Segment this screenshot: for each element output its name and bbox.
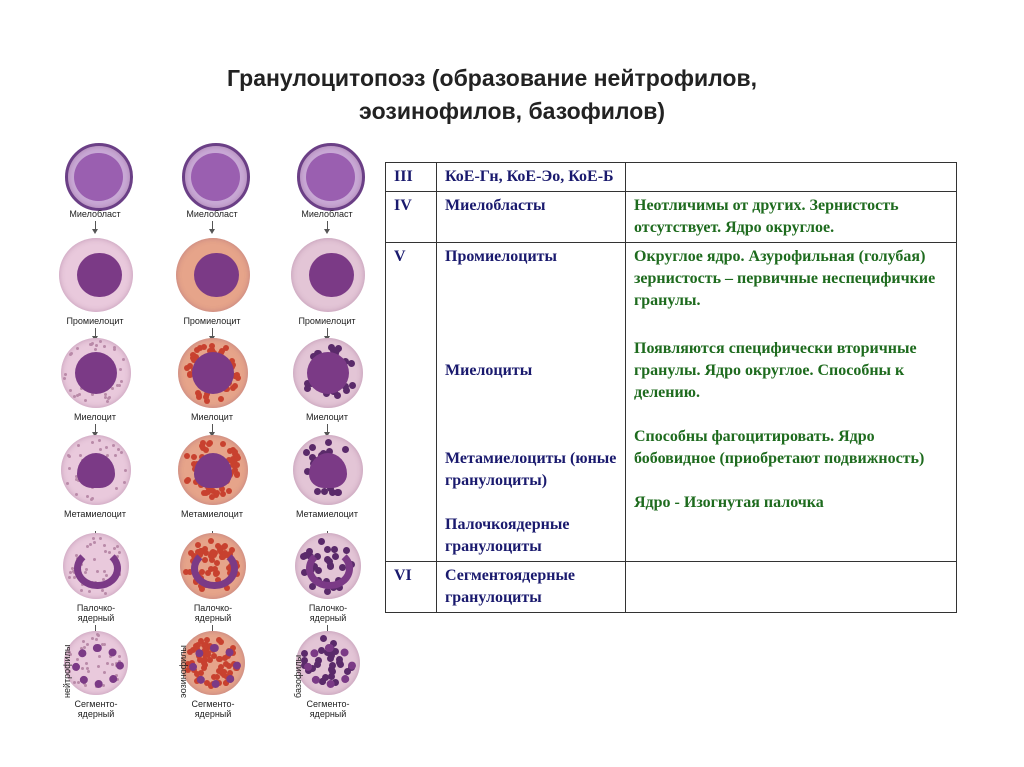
cell-image — [180, 533, 246, 599]
granule — [75, 493, 78, 496]
granule — [122, 358, 125, 361]
stage-arrow — [212, 221, 213, 231]
granule — [113, 547, 116, 550]
page-title — [0, 62, 1024, 128]
stage-desc — [626, 163, 957, 192]
granule — [123, 481, 126, 484]
cell-stage-label: Миелобласт — [301, 209, 353, 219]
stage-name: Миелоциты — [445, 362, 533, 379]
title-line-1: Гранулоцитопоэз (образование нейтрофилов, — [226, 65, 757, 91]
cell-image — [61, 435, 131, 505]
cell-image — [296, 631, 360, 695]
granule — [111, 387, 114, 390]
granule — [91, 637, 94, 640]
granule — [235, 375, 241, 381]
cell-stage-label: Промиелоцит — [183, 316, 241, 326]
cell-image — [178, 338, 248, 408]
cell-stage-label: Промиелоцит — [298, 316, 356, 326]
granule — [79, 454, 82, 457]
granule — [76, 347, 79, 350]
granule — [95, 344, 98, 347]
stage-arrow — [327, 424, 328, 434]
granule — [90, 498, 93, 501]
granule — [314, 488, 321, 495]
cell-image — [176, 238, 250, 312]
column-label: эозинофилы — [178, 645, 188, 698]
stage-desc: Ядро - Изогнутая палочка — [634, 494, 824, 511]
granule — [220, 441, 226, 447]
granule — [66, 482, 69, 485]
granule — [300, 553, 307, 560]
cell-image — [178, 435, 248, 505]
cell-nucleus — [75, 352, 117, 394]
stage-name-text: КоЕ-Гн, КоЕ-Эо, КоЕ-Б — [445, 168, 614, 185]
column-label: базофилы — [293, 654, 303, 698]
granule — [195, 542, 201, 548]
granule — [68, 467, 71, 470]
granule — [348, 360, 355, 367]
granule — [73, 681, 76, 684]
granule — [184, 478, 190, 484]
granule — [105, 446, 108, 449]
stage-name: Сегментоядерные гранулоциты — [437, 562, 626, 613]
table-row — [386, 243, 957, 562]
table-row — [386, 192, 957, 243]
cell-stage-label: Палочко-ядерный — [193, 603, 233, 623]
granule — [93, 541, 96, 544]
cell-nucleus — [192, 352, 234, 394]
granule — [92, 537, 95, 540]
cell-stage-label: Миелоцит — [306, 412, 348, 422]
cell-image — [181, 631, 245, 695]
granule — [120, 380, 123, 383]
granule — [97, 634, 100, 637]
granule — [88, 590, 91, 593]
granule — [232, 383, 238, 389]
cell-image — [293, 338, 363, 408]
granule — [76, 394, 79, 397]
granule — [103, 544, 106, 547]
granule — [84, 399, 87, 402]
granule — [86, 495, 89, 498]
granule — [99, 537, 102, 540]
granule — [207, 440, 213, 446]
cell-stage-label: Метамиелоцит — [64, 509, 126, 519]
granule — [104, 393, 107, 396]
granule — [91, 342, 94, 345]
stage-arrow — [95, 221, 96, 231]
stage-descs — [626, 243, 957, 562]
granule — [63, 377, 66, 380]
granule — [116, 545, 119, 548]
stage-arrow — [95, 424, 96, 434]
granule — [204, 398, 210, 404]
cell-stage-label: Палочко-ядерный — [76, 603, 116, 623]
granule — [98, 439, 101, 442]
stage-roman: IV — [386, 192, 437, 243]
granule — [124, 469, 127, 472]
granule — [80, 589, 83, 592]
stage-desc: Способны фагоцитировать. Ядро бобовидное (приобретают подвижность) — [634, 428, 925, 467]
cell-image — [182, 143, 250, 211]
stage-arrow — [212, 424, 213, 434]
granule — [94, 348, 97, 351]
granule — [114, 454, 117, 457]
cell-stage-label: Миелобласт — [69, 209, 121, 219]
cell-stage-label: Сегменто-ядерный — [191, 699, 235, 719]
granule — [104, 592, 107, 595]
granule — [118, 551, 121, 554]
cell-stage-label: Миелобласт — [186, 209, 238, 219]
cell-stage-label: Палочко-ядерный — [308, 603, 348, 623]
granule — [220, 491, 226, 497]
granule — [77, 444, 80, 447]
cell-nucleus — [74, 548, 121, 590]
granule — [349, 382, 356, 389]
stage-name: Миелобласты — [437, 192, 626, 243]
cell-nucleus — [194, 253, 238, 297]
granule — [216, 637, 222, 643]
cell-stage-label: Метамиелоцит — [296, 509, 358, 519]
stage-desc: Появляются специфически вторичные гранулы. Ядро округлое. Способны к делению. — [634, 340, 917, 401]
cell-image — [291, 238, 365, 312]
cell-image — [63, 533, 129, 599]
cell-image — [59, 238, 133, 312]
granule — [106, 400, 109, 403]
column-label: нейтрофилы — [62, 644, 72, 698]
granulocytopoiesis-illustration — [50, 143, 370, 743]
cell-nucleus — [304, 644, 356, 688]
granule — [201, 344, 207, 350]
granule — [321, 488, 328, 495]
cell-image — [65, 143, 133, 211]
cell-nucleus — [189, 644, 241, 688]
cell-image — [297, 143, 365, 211]
granule — [120, 451, 123, 454]
cell-nucleus — [72, 644, 124, 688]
granule — [82, 640, 85, 643]
cell-nucleus — [77, 453, 116, 488]
granule — [99, 340, 102, 343]
cell-nucleus — [307, 352, 349, 394]
cell-nucleus — [306, 548, 353, 590]
granule — [68, 576, 71, 579]
granule — [113, 348, 116, 351]
cell-nucleus — [309, 253, 353, 297]
granule — [116, 384, 119, 387]
granule — [70, 352, 73, 355]
granule — [196, 394, 202, 400]
table-row — [386, 163, 957, 192]
granule — [309, 444, 316, 451]
cell-image — [293, 435, 363, 505]
stage-name: Палочкоядерные гранулоциты — [445, 516, 570, 555]
stage-names — [437, 243, 626, 562]
cell-nucleus — [77, 253, 121, 297]
stage-name — [437, 163, 626, 192]
granule — [112, 444, 115, 447]
granule — [208, 538, 214, 544]
stage-arrow — [95, 328, 96, 338]
cell-nucleus — [191, 548, 238, 590]
stage-desc: Неотличимы от других. Зернистость отсутствует. Ядро округлое. — [626, 192, 957, 243]
cell-image — [64, 631, 128, 695]
stage-arrow — [212, 328, 213, 338]
granule — [103, 345, 106, 348]
granule — [209, 494, 215, 500]
stage-desc: Округлое ядро. Азурофильная (голубая) зернистость – первичные неспецифичкие гранулы. — [634, 248, 936, 309]
granule — [320, 635, 327, 642]
cell-nucleus — [306, 153, 354, 201]
granule — [69, 389, 72, 392]
stage-name: Метамиелоциты (юные гранулоциты) — [445, 450, 617, 489]
granule — [64, 373, 67, 376]
granule — [191, 454, 197, 460]
granule — [99, 448, 102, 451]
stage-arrow — [327, 221, 328, 231]
granule — [67, 454, 70, 457]
cell-nucleus — [191, 153, 239, 201]
cell-nucleus — [74, 153, 122, 201]
cell-stage-label: Миелоцит — [74, 412, 116, 422]
stage-roman: V — [386, 243, 437, 562]
stage-name: Промиелоциты — [445, 248, 558, 265]
title-line-2: эозинофилов, базофилов) — [358, 98, 666, 124]
granule — [91, 441, 94, 444]
granule — [115, 487, 118, 490]
granule — [89, 543, 92, 546]
stage-arrow — [327, 328, 328, 338]
granule — [95, 638, 98, 641]
granule — [325, 439, 332, 446]
stage-desc — [626, 562, 957, 613]
granule — [107, 397, 110, 400]
granule — [318, 538, 325, 545]
granule — [335, 489, 342, 496]
cell-stage-label: Миелоцит — [191, 412, 233, 422]
cell-stage-label: Метамиелоцит — [181, 509, 243, 519]
cell-stage-label: Сегменто-ядерный — [74, 699, 118, 719]
table-row — [386, 562, 957, 613]
cell-stage-label: Промиелоцит — [66, 316, 124, 326]
cell-image — [295, 533, 361, 599]
cell-image — [61, 338, 131, 408]
granule — [226, 488, 232, 494]
stages-table — [385, 162, 957, 613]
granule — [222, 543, 228, 549]
granule — [119, 368, 122, 371]
stage-roman: VI — [386, 562, 437, 613]
granule — [342, 446, 349, 453]
granule — [218, 396, 224, 402]
cell-nucleus — [309, 453, 348, 488]
granule — [184, 453, 190, 459]
cell-stage-label: Сегменто-ядерный — [306, 699, 350, 719]
stage-roman: III — [386, 163, 437, 192]
